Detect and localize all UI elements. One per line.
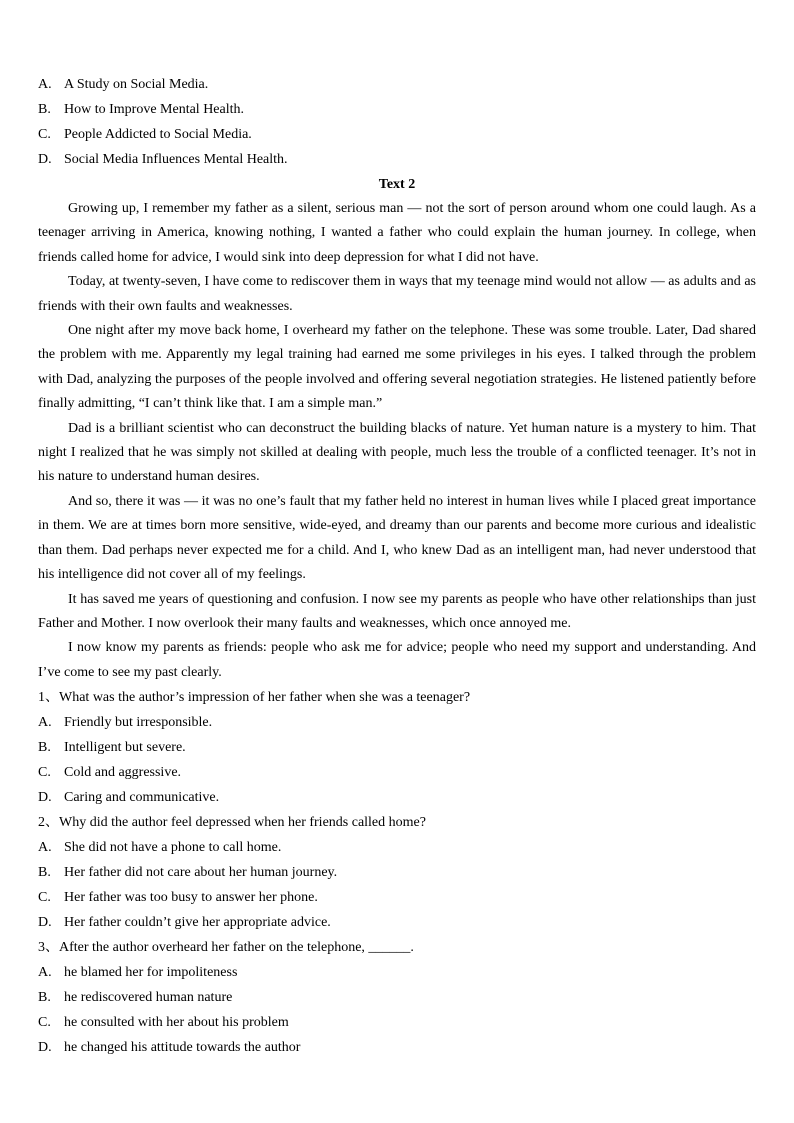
option-text: Social Media Influences Mental Health. [64, 152, 288, 167]
option-label: C. [38, 765, 51, 781]
option-text: Her father couldn’t give her appropriate advice. [64, 915, 331, 931]
question-block [38, 935, 756, 1060]
option-label: B. [38, 740, 51, 756]
passage-paragraph: It has saved me years of questioning and confusion. I now see my parents as people who have other relationships than just Father and Mother. I now overlook their many faults and weaknesses, which once annoyed me. [38, 591, 756, 631]
option-text: he changed his attitude towards the author [64, 1040, 301, 1056]
option-line [38, 835, 756, 860]
passage-paragraph: Growing up, I remember my father as a silent, serious man — not the sort of person around whom one could laugh. As a teenager arriving in America, knowing nothing, I wanted a father who could explain the human journey. In college, when friends called home for advice, I would sink into deep depression for what I did not have. [38, 201, 756, 265]
option-label: C. [38, 890, 51, 906]
option-label: A. [38, 965, 52, 981]
question-stem [38, 935, 756, 960]
option-line [38, 860, 756, 885]
option-label: B. [38, 990, 51, 1006]
option-text: People Addicted to Social Media. [64, 127, 252, 142]
top-options-block [38, 72, 756, 172]
option-line [38, 147, 756, 172]
question-text: After the author overheard her father on the telephone, ______. [59, 940, 414, 956]
question-block [38, 810, 756, 935]
option-label: A. [38, 840, 52, 856]
passage-paragraph: I now know my parents as friends: people who ask me for advice; people who need my support and understanding. And I’ve come to see my past clearly. [38, 640, 756, 680]
option-text: She did not have a phone to call home. [64, 840, 282, 856]
option-line [38, 960, 756, 985]
passage-paragraph: One night after my move back home, I overheard my father on the telephone. These was some trouble. Later, Dad shared the problem with me. Apparently my legal training had earned me some privileges in his eyes. I talked through the problem with Dad, analyzing the purposes of the people involved and offering several negotiation strategies. He listened patiently before finally admitting, “I can’t think like that. I am a simple man.” [38, 323, 756, 412]
passage [38, 197, 756, 685]
question-stem [38, 810, 756, 835]
option-text: Her father did not care about her human journey. [64, 865, 338, 881]
question-text: What was the author’s impression of her father when she was a teenager? [59, 690, 471, 706]
option-line [38, 1035, 756, 1060]
option-label: D. [38, 1040, 52, 1056]
option-text: he blamed her for impoliteness [64, 965, 238, 981]
option-text: Cold and aggressive. [64, 765, 182, 781]
option-line [38, 122, 756, 147]
option-label: C. [38, 127, 51, 142]
option-line [38, 72, 756, 97]
option-label: B. [38, 102, 51, 117]
option-label: D. [38, 915, 52, 931]
question-number: 3、 [38, 940, 59, 956]
section-heading: Text 2 [378, 177, 416, 192]
option-text: A Study on Social Media. [64, 77, 209, 92]
option-label: B. [38, 865, 51, 881]
option-text: he rediscovered human nature [64, 990, 233, 1006]
question-block [38, 685, 756, 810]
option-line [38, 985, 756, 1010]
option-line [38, 760, 756, 785]
passage-paragraph: Today, at twenty-seven, I have come to rediscover them in ways that my teenage mind would not allow — as adults and as friends with their own faults and weaknesses. [38, 274, 756, 314]
option-text: How to Improve Mental Health. [64, 102, 245, 117]
passage-paragraph: Dad is a brilliant scientist who can deconstruct the building blacks of nature. Yet human nature is a mystery to him. That night I realized that he was simply not skilled at dealing with people, much less the trouble of a conflicted teenager. It’s not in his nature to understand human desires. [38, 420, 756, 485]
option-line [38, 735, 756, 760]
question-number: 2、 [38, 815, 59, 831]
question-number: 1、 [38, 690, 59, 706]
option-line [38, 97, 756, 122]
question-text: Why did the author feel depressed when her friends called home? [59, 815, 426, 831]
option-line [38, 785, 756, 810]
option-text: Friendly but irresponsible. [64, 715, 213, 731]
option-label: D. [38, 790, 52, 806]
option-label: A. [38, 715, 52, 731]
question-stem [38, 685, 756, 710]
option-line [38, 710, 756, 735]
option-line [38, 885, 756, 910]
option-text: he consulted with her about his problem [64, 1015, 289, 1031]
passage-paragraph: And so, there it was — it was no one’s fault that my father held no interest in human lives while I placed great importance in them. We are at times born more sensitive, wide-eyed, and dreamy than our parents and become more curious and idealistic than them. Dad perhaps never expected me for a child. And I, who knew Dad as an intelligent man, had never understood that his intelligence did not cover all of my feelings. [38, 493, 756, 583]
option-text: Caring and communicative. [64, 790, 220, 806]
option-line [38, 1010, 756, 1035]
option-line [38, 910, 756, 935]
option-text: Her father was too busy to answer her phone. [64, 890, 318, 906]
option-label: D. [38, 152, 52, 167]
option-label: A. [38, 77, 52, 92]
option-text: Intelligent but severe. [64, 740, 186, 756]
option-label: C. [38, 1015, 51, 1031]
